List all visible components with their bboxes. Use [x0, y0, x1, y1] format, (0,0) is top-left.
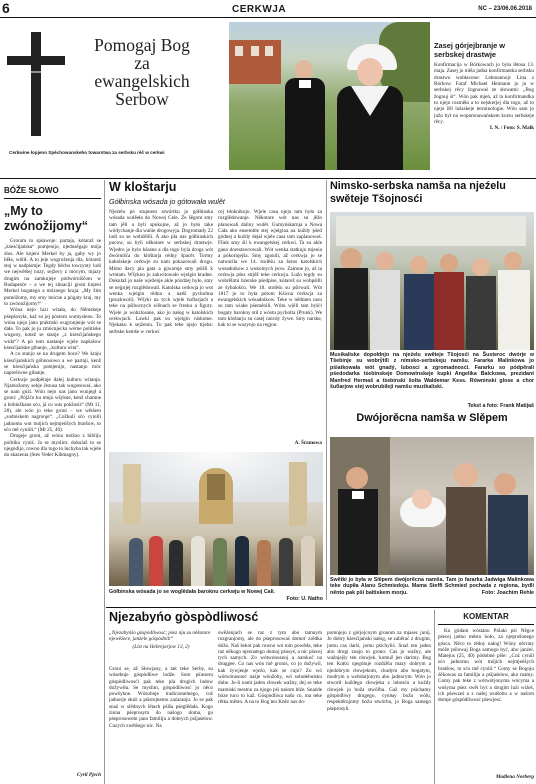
njezbozyn-quote-ref: (List na Hebrejarjow 13, 2) — [132, 643, 190, 650]
divider-top — [0, 178, 536, 179]
slepo-caption: Swětki jo była w Slěpem dwójorěcna namša. Tam jo fararka Jadwiga Malinkowa teke dupiła Alanu Schmiedoju. Mama Steffi Schmied pochada z regiona, bydli něnto pak pši baltiskem morju. — [330, 577, 534, 596]
klostar-article — [109, 180, 323, 210]
slepo-title: Dwójorěcna namša w Slěpem — [356, 412, 508, 424]
cross-icon — [7, 32, 65, 140]
header-rule — [0, 17, 536, 18]
nimsko-title: Nimsko-serbska namša na njeźelu swěteje Tšojnosći — [330, 180, 506, 205]
confirmation-article — [434, 42, 534, 131]
boze-slowo-signature: Cyril Pjech — [76, 772, 101, 778]
slepo-article — [330, 412, 534, 425]
klostar-col-1: Njeźelu pó stupnem stwórtku jo gółbinska wósada wulěeła do Nowej Cele. Źe šěgom smy tam jěli a byli spokojne, až jo było take wódychanje dla wańie drogowyja. Dogromady 22 ludi su se wobźělili. A ako pla nas gółbinskich pucow, su byli někotare w serbskej drastwje. Wjedro jo bylo kšasne a dla togo bylа droga wót dwórnišća do klóštarja rédny špacěr. Tormy kaholskeje cerkwje su nam pokazowali drogu. Mimo dacy pla gata a pjwarnje smy pśišli k wrotam. Wšykno jo zakwitowało wjelgin kradne. Dokulaž jo naše wježenje akle pózdźej było, smy se nejprjej rozglědowali. Katolska cerkwja jo wot wenka wjelgin rědna a natši pycholtna (pruzkwoli). Wšyki na tych wjele hoftarjach a teke na pśibocnych sćěnach se fresku a figury. Wjele jo wobzlosane, ako jo nałog w katolskich cerkwjach. Lawki pak su wjelgin niskotne. Njekaku k sejźeniu. To pak teke njejo trjeba: serbske kemše w cerkwi — [109, 209, 213, 335]
confirmation-body: Konfirmacija w Bórkowach jo była lětosa 13. maja. Zasej jo měla jadna konfirmantka serbsku drastwu wobłacone: Lehmannojc Lina z Bórkow. Faraf Michael Heimann jo ju w serbskej rěcy žognował ze słowami: „Bog žognuj śi“. Wón pak mjeń, až ta konfirmandka to njejo rozměła a to nejskerjej dla togo, až to njejo žěl lušaskeje terminologie. Wón sam jo južo był na wopomnawańskem kursu serbskeje rěcy. — [434, 62, 534, 125]
njezbozyn-title: Njezabyńo gòspòdliwosć — [109, 610, 259, 624]
masthead — [3, 22, 225, 178]
boze-slowo-body-4: Cerkwje podpěraje dalej kulturu witanja. Njamožomy sebje Jezusa tak wugotowaś, ako se nam góźi. Wón nejo nas jano wunjegł a groni: „Pójźćo ku mnjo wšykne, kenž chamne a bóbiežkane sćo, já cu was pokšosiś“ (Mt 11, 28), ale wón jo teke groni – we wětšem „sudniskem nagronje“. „Cožkuli sćo cyniili jadnomu wot mójich nejmjeńšych bratšow, to sćo mě cyniili.“ (Mt 25, 40). — [4, 376, 101, 433]
confirmation-title: Zasej górjejbranje w serbskej drastwje — [434, 41, 506, 59]
confirmation-photo — [229, 22, 430, 170]
boze-slowo-body-5: Drugeje groni, až wóna móžno z bibliju politiku cyniś. Ja se myslim: dokulaž to se njegódijo, rowno dla togo to luchyba tak wjele do skazenia (Stes Veder Kibmagny). — [4, 433, 101, 459]
njezbozyn-col-3: pomnjejo z górjejcnym gronom za mjasec junij. Jo dobry kśesćijański nałog, se zaběrać z drugim, jomu cas dariś, jomu pśichyliś. Snaź ten jaden abo drugi znajo to grono: Cas jo wažny, ale wažnjejšy ten cłowjek, komuž jen darimy. Bog ten Knězi njegótuje rozdźěla mazy dobrym a njedobrym cłowjekom, chudym abo bogatym, mudrym a wobdarjonym abo jadnorym. Wón jo stworił kuždego cłowjeka z lubosću a kuždy cłowjek jo boža stwóřba. Gaž my pśichamy góspòdliwy drugego, cyniмy božu wólu, respektěrujomy božu stwórbu, jo Boga samego pśeprosyli. — [327, 630, 431, 712]
komentar-box — [438, 612, 534, 772]
boze-slowo-title-1: „My to — [4, 204, 43, 218]
divider-mid-col — [326, 180, 327, 600]
gulbin-credit: Foto: U. Natho — [286, 596, 323, 602]
page-number: 6 — [2, 0, 10, 16]
issue-info: NC – 23/06.06.2018 — [478, 6, 532, 12]
boze-slowo-title-2: zwónožijomy“ — [4, 219, 89, 233]
masthead-tagline: Cerkwine łopjeno Spěchowanskeho towarstwa za serbsku rěč w cerkwi — [9, 150, 165, 155]
masthead-title-4: Serbow — [115, 89, 169, 109]
klostar-subtitle: Gółbinska wósada jo gótowała wulět — [109, 197, 225, 206]
divider-left-col — [104, 180, 105, 784]
komentar-signature: Madlena Norberg — [495, 774, 534, 780]
njezbozyn-quote-text: „Njezabyńšo gòspòdliwosć; pśez nju su někotare njewěźece, janźele góspòdnili“ — [109, 630, 211, 643]
klostar-credit: A. Šramowa — [294, 440, 322, 446]
komentar-heading: KOMENTAR — [438, 612, 534, 625]
njezbozyn-col-2: swěźenjach se raz z tym abo tamnym rozgranjomy, ale do pśeprosowaś domoť zrědka dóžo. Naš šekot pak rowno wó tom powěda, teke raz někogo njeznatego domoj pśosyś, a nic pśecej tych samych. Zo wótwónosnoj a narskoč na druggee. Co nas wón mě groniś, co jo dožywil, kak źywjenje wjeźo, kak se cujo? Zo wó wótwónosnoć naśje wóužoby, wó sobułebulsku dube. Jo-li nami jaden cłowek wažny, dej se teke mamiski mestno za njogo pśi naśom blźe. Snaźde bóze tuco to kaž. Góspòdliwa našo co, ma teke rětka město. A na to Bog ten Kněz nas do- — [218, 630, 322, 706]
klostar-col-2: cej łdoknikujo. Wjele casa njejo tam było za rozglědowanje. Někotare wót nas su jěžo planowali daliny wulět. Gumyńskarnja a Nowa Cała ako ensemble stej wjelgina na kuždy pśed gódnej a kuždy dejał wjele casa tam zaplanowaś. Flink smy śli k ewangelskej cerkwi. Ta su akle gano dorestawrowali. Wót wenka statkujo mjenia a pókornjejša. Smy zgonili, až cerkwja jo se natwarila we 14. stolěśu za šerus katolskich wosadnikow z wokolnych jsow. Zaimne jo, až ta cerkwja pśez strjěž teke cerkwja. Lužo tegdy su wobrělimi bźerske pśedpise, kótarež su wobpśilli ze šybalošcu. We 18. stolěśu su pśirwali. Wót 1817 jo to była pótom Kśicna cerkwja za ewangelskich wósadnikow. Teke w nědmen casu su tam wiake pśeménili. Wótu wjěli tam byšći bogaty baroknу stil z wóstu pycholta (Prunk). We tom kloštarju su casej nnicdy žywe. Smy narske, kak to se wuzynjo na regjon. — [218, 209, 322, 329]
njezbozyn-article — [109, 610, 449, 625]
nimsko-article — [330, 180, 534, 206]
masthead-title-2: za — [134, 53, 150, 73]
njezbozyn-col-1: Groni se, až Słowjany, a tak teke Serby, su wósebnje góspòdliwe ludźe. Som pśiezeru góspòdliwosći pak teke pla drugich ludow dožywiła. Se myslim, góspòdliwosć jo něco powšykne. Wósobnje tradicionelnego, což jadnorje służi a pśistojnemu zaźaranju. Jo se pak snaź w slědnych lětach pśiša pśeglědała. Kogo zinna pśeprosym do našogo doma, gu pśeprosowem jano familiju a dobrych pśijaśelow. Cuzych zwětšego nic. Na — [109, 666, 213, 729]
boze-slowo-body-1: Gronim to spśawnje: partaja, kótaraž se „kśesćijańska“ pomjenijo, njedosěgajo mója złos. Ale knjeni Merkel by ja, gaby wy jo běła, wólił. A to jeje wugroženja dla, kótarež stoj w nadpismje: Tegdy běchu towzynty ludi we nejwětšej nuzy, sejžecy z mócym, mjazy drugim na zamknjeje pódwórniščom w Budapesće – a we tej situaciji groni knjeni Merkel bogatego a móznego kraja: „My žim pomóžomy, my smy mócne a pógaty kraj, my to zwónožijomy!“ — [4, 238, 101, 307]
boze-slowo-column — [4, 186, 101, 458]
church-interior-photo — [109, 452, 323, 586]
boze-slowo-heading: BÓŽE SŁOWO — [4, 186, 101, 199]
divider-komentar — [434, 610, 435, 784]
gulbin-caption: Gółbinska wósada jo se woglědała baroknu cerkwju w Nowej Cali. — [109, 589, 276, 595]
confirmation-credit: I. N. / Foto: S. Malk — [489, 125, 534, 132]
slepo-credit: Foto: Joachim Rehle — [481, 590, 534, 596]
page-header — [0, 0, 536, 18]
klostar-title: W kloštarju — [109, 180, 177, 194]
njezbozyn-quote — [109, 630, 213, 650]
nimsko-caption: Musikaliske dopołdnjo na njeźelu swětеje Tšojosći na Šusterоc dwórje w Tšebinje su wobrўtili z nimsko-serbskeju namšu. Fararka Malinkowa jo pśiatkowała wót gnadý, luboscí a zgromadnosći. Fararku so pódpěrali pśedodarka tśebinskeje Domowinskeje kupki Angelika Balckowa, prezidant Manfred Hermaš a tśebinski šoltа Waldemar Kess. Równinski glose a chor šuбarjow stej wobrubileji namšu muzikaliski. — [330, 352, 534, 391]
service-photo — [330, 212, 534, 350]
baptism-photo — [330, 437, 534, 575]
komentar-body: Ku gódam wóstanu Pólaki pśi Něgce pśecej jadno město hoło, za njeprošonego gósca. Něco to rědny nałog! Wóny něcraty móže pólowaj Bogа samogo być, abo janźel. Matejus (25, 40) pódobné píše: „Coź cyniil sćo jadnomu wót mójich nejmjeńšych bratšow, to sćo mě cyniil.“ Comy se Bogoju źěkowas za familiju a pśijaśelow, ako mamy. Comy pak teke z wótwórjonyma wócyma a wušyma pśez swět hyś a drugim luźi wiźeś, ich pśewześ a z našej wutšobu a w našom domje góspòdliwosć pśewjesć. — [438, 628, 534, 704]
divider-bottom — [106, 607, 536, 608]
nimsko-credit: Tekst a foto: Frank Matijaš — [467, 403, 534, 409]
masthead-title-3: ewangelskich — [94, 71, 190, 91]
boze-slowo-body-2: Wónа nejo luzi witała, do Němskeje pśepšosyła, kaž su jej póstom wumyslenu. To wóna njejo jano praktiski wugronjenje wót se dała. To pak jo ju zmócnjecka wérne politiske wugony, kotež se stanje „z kśesćijańskego wida“? A pó tom nastanje wjele napšašow kśesćijańske gibanje, „kultura wita“. — [4, 307, 101, 352]
boze-slowo-body-3: A co stanjo se na drugem boce? We kraju kśesćijańskich góbnosowo a we partaji, kenž se kśesćijańska pomjenijo, nastanjo móc naprešiwne gibanje. — [4, 351, 101, 377]
masthead-title-1: Pomogaj Bog — [94, 35, 190, 55]
section-title: CERKWJA — [232, 4, 287, 15]
